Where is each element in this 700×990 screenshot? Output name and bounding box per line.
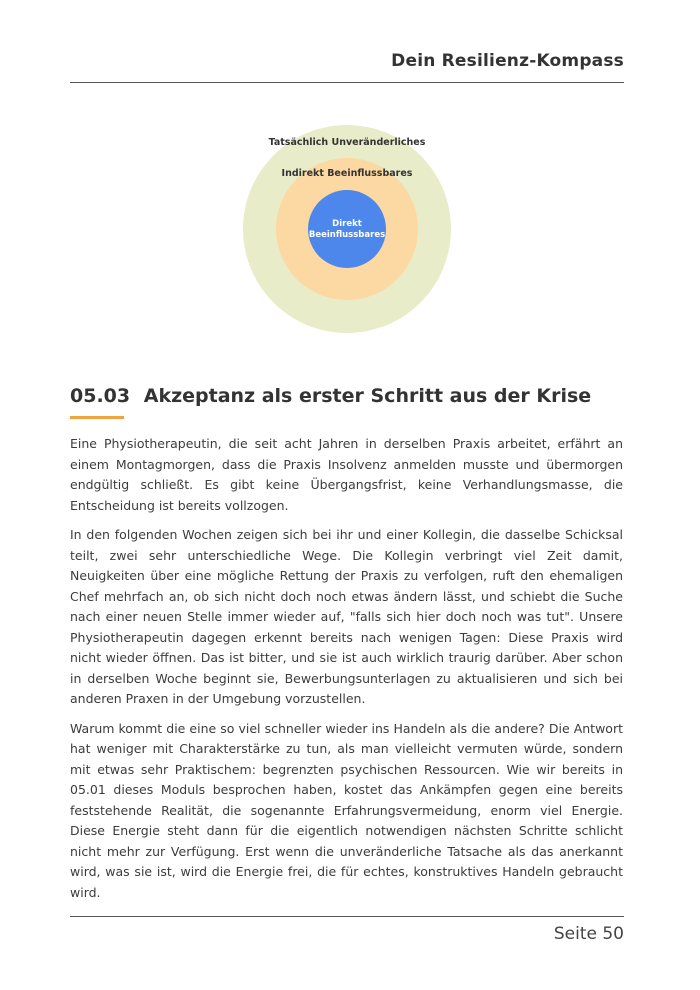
inner-circle-label: Direkt Beeinflussbares — [308, 219, 386, 240]
page-header-title: Dein Resilienz-Kompass — [391, 51, 624, 71]
paragraph: Eine Physiotherapeutin, die seit acht Jahren in derselben Praxis arbeitet, erfährt an einem Montagmorgen, dass die Praxis Insolvenz anmelden musste und übermorgen endgültig schließt. Es gibt keine Übergangsfrist, keine Verhandlungsmasse, die Entscheidung ist bereits vollzogen. — [70, 436, 623, 513]
section-title: Akzeptanz als erster Schritt aus der Krise — [143, 385, 592, 407]
page-number: Seite 50 — [553, 924, 624, 944]
paragraph: In den folgenden Wochen zeigen sich bei ihr und einer Kollegin, die dasselbe Schicksal teilt, zwei sehr unterschiedliche Wege. Die Kollegin verbringt viel Zeit damit, Neuigkeiten über eine mögliche Rettung der Praxis zu verfolgen, ruft den ehemaligen Chef mehrfach an, ob sich nicht doch noch etwas ändern lässt, und schiebt die Suche nach einer neuen Stelle immer wieder auf, "falls sich hier doch noch was tut". Unsere Physiotherapeutin dagegen erkennt bereits nach wenigen Tagen: Diese Praxis wird nicht wieder öffnen. Das ist bitter, und sie ist auch wirklich traurig darüber. Aber schon in derselben Woche beginnt sie, Bewerbungsunterlagen zu aktualisieren und sich bei anderen Praxen in der Umgebung vorzustellen. — [70, 527, 623, 706]
section-heading — [70, 385, 591, 407]
section-number: 05.03 — [70, 385, 131, 407]
body-text — [70, 434, 623, 912]
influence-circles-diagram — [0, 0, 700, 380]
middle-circle-label: Indirekt Beeinflussbares — [281, 168, 413, 179]
paragraph: Warum kommt die eine so viel schneller wieder ins Handeln als die andere? Die Antwort hat weniger mit Charakterstärke zu tun, als man vielleicht vermuten würde, sondern mit etwas sehr Praktischem: begrenzten psychischen Ressourcen. Wie wir bereits in 05.01 dieses Moduls besprochen haben, kostet das Ankämpfen gegen eine bereits feststehende Realität, die sogenannte Erfahrungsvermeidung, enorm viel Energie. Diese Energie steht dann für die eigentlich notwendigen nächsten Schritte schlicht nicht mehr zur Verfügung. Erst wenn die unveränderliche Tatsache als das anerkannt wird, was sie ist, wird die Energie frei, die für echtes, konstruktives Handeln gebraucht wird. — [70, 720, 623, 900]
heading-accent-bar — [70, 416, 124, 419]
outer-circle-label: Tatsächlich Unveränderliches — [268, 137, 426, 148]
footer-divider — [70, 916, 624, 917]
